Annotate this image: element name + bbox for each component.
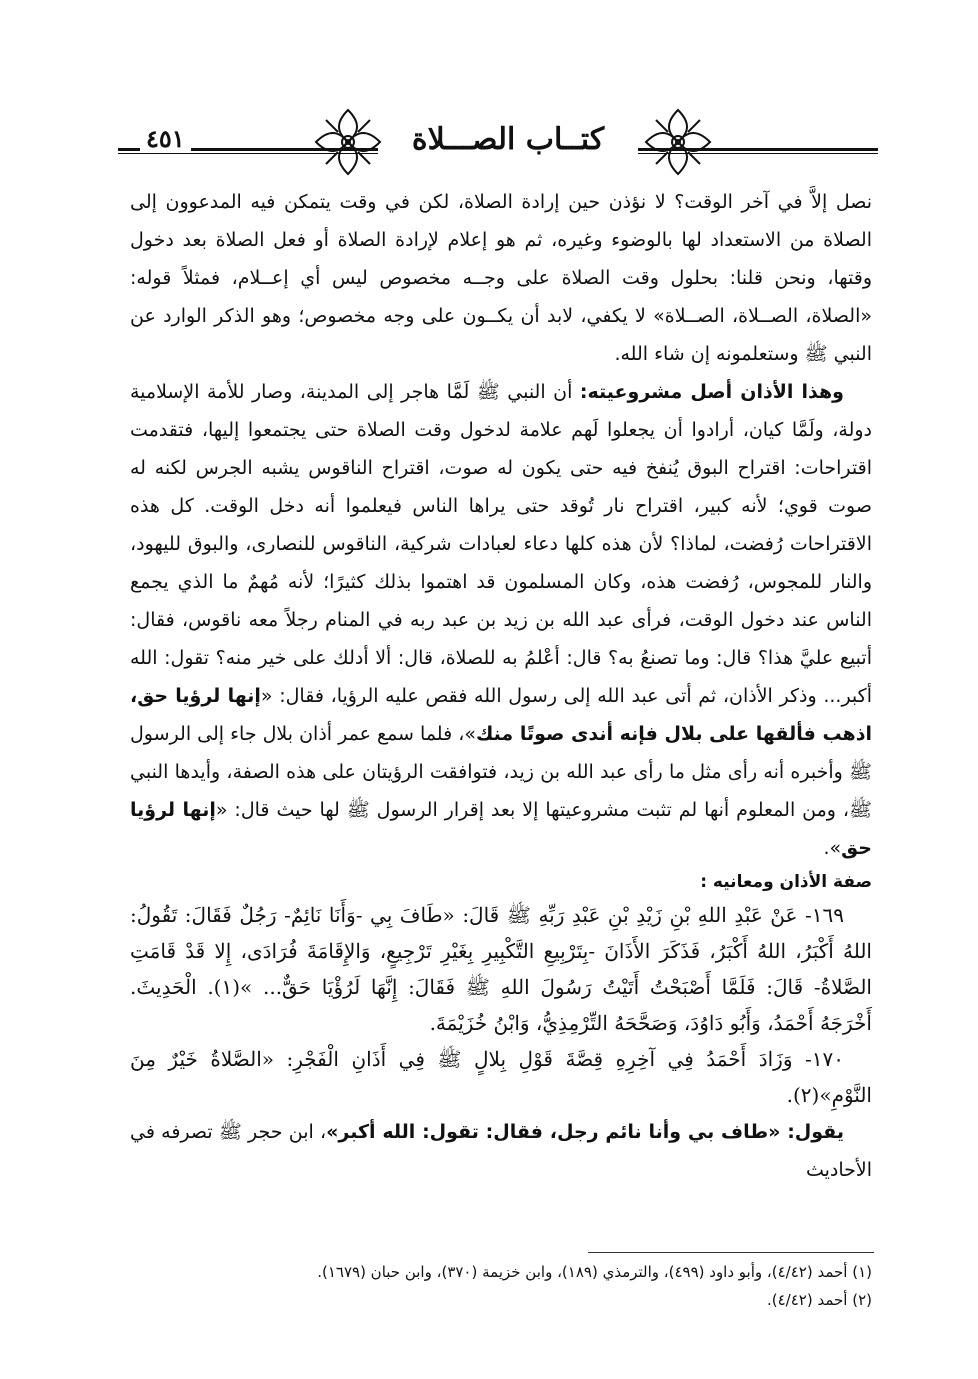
hadith-169: ١٦٩- عَنْ عَبْدِ اللهِ بْنِ زَيْدِ بْنِ عَبْدِ رَبِّهِ ﷺ قَالَ: «طَافَ بِي -وَأَنَا نَائِمٌ- رَجُلٌ فَقَالَ: تَقُولُ: اللهُ أَكْبَرُ، اللهُ أَكْبَرُ، فَذَكَرَ الأَذَانَ -بِتَرْبِيعِ التَّكْبِيرِ بِغَيْرِ تَرْجِيعٍ، وَالإِقَامَةَ فُرَادَى، إِلا قَدْ قَامَتِ الصَّلاةُ- قَالَ: فَلَمَّا أَصْبَحْتُ أَتَيْتُ رَسُولَ اللهِ ﷺ فَقَالَ: إِنَّهَا لَرُؤْيَا حَقٌّ... »(١). الْحَدِيثَ. أَخْرَجَهُ أَحْمَدُ، وَأَبُو دَاوُدَ، وَصَحَّحَهُ التِّرْمِذِيُّ، وَابْنُ خُزَيْمَةَ. <box>130 903 872 1035</box>
paragraph-text: أن النبي ﷺ لَمَّا هاجر إلى المدينة، وصار للأمة الإسلامية دولة، ولَمَّا كيان، أرادوا أن يجعلوا لَهم علامة لدخول وقت الصلاة حتى يجتمعوا إليها، فتقدمت اقتراحات: اقتراح البوق يُنفخ فيه حتى يكون له صوت، اقتراح الناقوس يشبه الجرس لكنه له صوت قوي؛ لأنه كبير، اقتراح نار تُوقد حتى يراها الناس فيعلموا أنه دخل الوقت. كل هذه الاقتراحات رُفضت، لماذا؟ لأن هذه كلها دعاء لعبادات شركية، الناقوس للنصارى، والبوق لليهود، والنار للمجوس، رُفضت هذه، وكان المسلمون قد اهتموا بذلك كثيرًا؛ لأنه مُهمٌ ما الذي يجمع الناس عند دخول الوقت، فرأى عبد الله بن زيد بن عبد ربه في المنام رجلاً معه ناقوس، فقال: أتبيع عليَّ هذا؟ قال: وما تصنعُ به؟ قال: أعْلمُ به للصلاة، قال: ألا أدلك على خير منه؟ تقول: الله أكبر... وذكر الأذان، ثم أتى عبد الله إلى رسول الله فقص عليه الرؤيا، فقال: « <box>130 381 872 707</box>
paragraph-lead: يقول: «طاف بي وأنا نائم رجل، فقال: تقول: الله أكبر» <box>326 1121 844 1143</box>
chapter-title: كتــاب الصـــلاة <box>378 122 638 157</box>
paragraph-text: ، ابن حجر ﷺ تصرفه في الأحاديث <box>130 1121 872 1181</box>
paragraph-commentary <box>130 1113 872 1189</box>
footnote-separator <box>588 1252 874 1253</box>
ornament-right-icon <box>638 102 718 182</box>
hadith-170: ١٧٠- وَزَادَ أَحْمَدُ فِي آخِرِهِ قِصَّةَ قَوْلِ بِلالٍ ﷺ فِي أَذَانِ الْفَجْرِ: «الصَّلاةُ خَيْرٌ مِنَ النَّوْمِ»(٢). <box>130 1047 872 1107</box>
paragraph-continuation: نصل إلاَّ في آخر الوقت؟ لا نؤذن حين إرادة الصلاة، لكن في وقت يتمكن فيه المدعوون إلى الصلاة من الاستعداد لها بالوضوء وغيره، ثم هو إعلام لإرادة الصلاة أو فعل الصلاة بعد دخول وقتها، ونحن قلنا: بحلول وقت الصلاة على وجــه مخصوص ليس أي إعــلام، فمثلاً قوله: «الصلاة، الصــلاة، الصــلاة» لا يكفي، لابد أن يكــون على وجه مخصوص؛ وهو الذكر الوارد عن النبي ﷺ وستعلمونه إن شاء الله. <box>130 191 872 365</box>
quote-text: إنها لرؤيا حق، اذهب فألقها على بلال فإنه أندى صوتًا منك <box>130 685 872 745</box>
paragraph-text-tail: »، فلما سمع عمر أذان بلال جاء إلى الرسول ﷺ وأخبره أنه رأى مثل ما رأى عبد الله بن زيد، فتوافقت الرؤيتان على هذه الصفة، وأيدها النبي ﷺ، ومن المعلوم أنها لم تثبت مشروعيتها إلا بعد إقرار الرسول ﷺ لها حيث قال: « <box>130 723 872 821</box>
paragraph-lead: وهذا الأذان أصل مشروعيته: <box>579 381 844 403</box>
footnote-2: (٢) أحمد (٤/٤٢). <box>766 1291 872 1309</box>
quote-text-2: إنها لرؤيا حق <box>130 799 872 859</box>
paragraph-adhan-origin <box>130 373 872 867</box>
ornament-left-icon <box>308 102 388 182</box>
page-header <box>118 100 878 180</box>
page-number: ٤٥١ <box>140 124 191 153</box>
main-text <box>130 183 872 1189</box>
paragraph-end: ». <box>823 837 842 859</box>
footnotes <box>130 1258 872 1314</box>
section-heading: صفة الأذان ومعانيه : <box>700 872 872 892</box>
footnote-1: (١) أحمد (٤/٤٢)، وأبو داود (٤٩٩)، والترمذي (١٨٩)، وابن خزيمة (٣٧٠)، وابن حبان (١٦٧٩). <box>317 1263 872 1281</box>
